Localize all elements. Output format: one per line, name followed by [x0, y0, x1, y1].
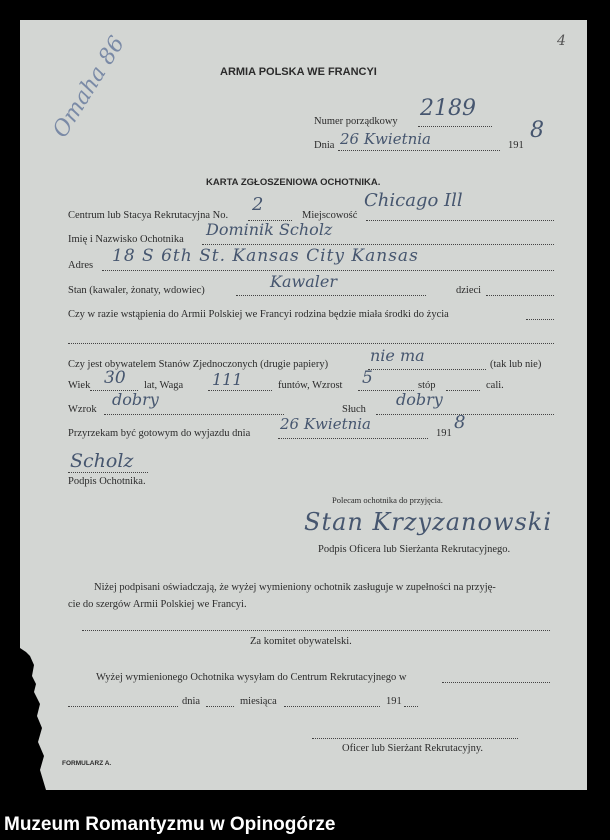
przyrzekam-line [278, 438, 428, 439]
przyrzekam-label: Przyrzekam być gotowym do wyjazdu dnia [68, 428, 251, 439]
wzrost-value: 5 [362, 368, 373, 388]
miejscowosc-value: Chicago Ill [364, 190, 463, 211]
dispatch-dnia: dnia [182, 696, 201, 707]
cali-line [446, 390, 480, 391]
dispatch-line-1: Wyżej wymienionego Ochotnika wysyłam do Centrum Rekrutacyjnego w [96, 672, 407, 683]
numer-label: Numer porządkowy [314, 116, 398, 127]
museum-caption: Muzeum Romantyzmu w Opinogórze [4, 814, 336, 835]
wiek-value: 30 [104, 368, 126, 388]
wiek-label: Wiek [68, 380, 91, 391]
committee-line-2: cie do szergów Armii Polskiej we Francyi. [68, 599, 247, 610]
adres-label: Adres [68, 260, 94, 271]
lat-label: lat, Waga [144, 380, 184, 391]
cali-label: cali. [486, 380, 504, 391]
dnia-line [338, 150, 500, 151]
obywatel-question: Czy jest obywatelem Stanów Zjednoczonych (drugie papiery) [68, 359, 329, 370]
polecam-text: Polecam ochotnika do przyjęcia. [332, 495, 443, 505]
stop-label: stóp [418, 380, 436, 391]
dispatch-month-line [284, 706, 380, 707]
numer-line [418, 126, 492, 127]
dnia-year-suffix: 8 [530, 118, 544, 143]
officer-caption: Podpis Oficera lub Sierżanta Rekrutacyjnego. [318, 544, 511, 555]
dispatch-place-line [442, 682, 550, 683]
dispatch-signature-line [312, 738, 518, 739]
dispatch-year-prefix: 191 [386, 696, 402, 707]
card-title: KARTA ZGŁOSZENIOWA OCHOTNIKA. [206, 177, 381, 188]
przyrzekam-value: 26 Kwietnia [280, 415, 372, 433]
przyrzekam-year-suffix: 8 [454, 412, 466, 433]
volunteer-signature: Scholz [70, 450, 134, 472]
podpis-ochotnika-line [68, 472, 148, 473]
sluch-label: Słuch [342, 404, 366, 415]
stan-value: Kawaler [270, 272, 337, 291]
podpis-ochotnika-label: Podpis Ochotnika. [68, 476, 146, 487]
rodzina-question: Czy w razie wstąpienia do Armii Polskiej we Francyi rodzina będzie miała środki do życia [68, 309, 449, 320]
waga-line [208, 390, 272, 391]
dispatch-miesiaca: miesiąca [240, 696, 277, 707]
officer-signature: Stan Krzyzanowski [304, 508, 553, 536]
imie-line [202, 244, 554, 245]
funtow-label: funtów, Wzrost [278, 380, 343, 391]
committee-line [82, 630, 550, 631]
dzieci-label: dzieci [456, 285, 482, 296]
dispatch-day-line [206, 706, 234, 707]
wzrok-value: dobry [112, 390, 159, 409]
imie-label: Imię i Nazwisko Ochotnika [68, 234, 184, 245]
page-number-mark: 4 [557, 33, 566, 49]
wzrok-label: Wzrok [68, 404, 97, 415]
committee-caption: Za komitet obywatelski. [250, 636, 352, 647]
rodzina-line-1 [526, 319, 554, 320]
formularz-label: FORMULARZ A. [62, 760, 112, 767]
centrum-label: Centrum lub Stacya Rekrutacyjna No. [68, 210, 229, 221]
numer-value: 2189 [420, 96, 476, 121]
dispatch-caption: Oficer lub Sierżant Rekrutacyjny. [342, 743, 484, 754]
dnia-year-prefix: 191 [508, 140, 524, 151]
margin-note: Omaha 86 [48, 32, 131, 143]
committee-line-1: Niżej podpisani oświadczają, że wyżej wymieniony ochotnik zasługuje w zupełności na przyję- [94, 582, 496, 593]
obywatel-value: nie ma [370, 346, 425, 365]
wzrok-line [104, 414, 284, 415]
stan-line [236, 295, 426, 296]
dzieci-line [486, 295, 554, 296]
adres-line [102, 270, 554, 271]
waga-value: 111 [212, 370, 243, 389]
document-page [20, 20, 587, 790]
sluch-value: dobry [396, 390, 443, 409]
adres-value: 18 S 6th St. Kansas City Kansas [112, 246, 419, 266]
dnia-value: 26 Kwietnia [340, 130, 432, 148]
miejscowosc-label: Miejscowość [302, 210, 358, 221]
przyrzekam-year-prefix: 191 [436, 428, 452, 439]
miejscowosc-line [366, 220, 554, 221]
rodzina-line-2 [68, 343, 554, 344]
stan-label: Stan (kawaler, żonaty, wdowiec) [68, 285, 205, 296]
obywatel-line [368, 369, 486, 370]
dispatch-line-2 [68, 706, 178, 707]
centrum-value: 2 [252, 194, 264, 215]
dispatch-year-line [404, 706, 418, 707]
obywatel-suffix: (tak lub nie) [490, 359, 542, 370]
imie-value: Dominik Scholz [206, 220, 333, 239]
document-title: ARMIA POLSKA WE FRANCYI [220, 66, 377, 78]
dnia-label: Dnia [314, 140, 335, 151]
